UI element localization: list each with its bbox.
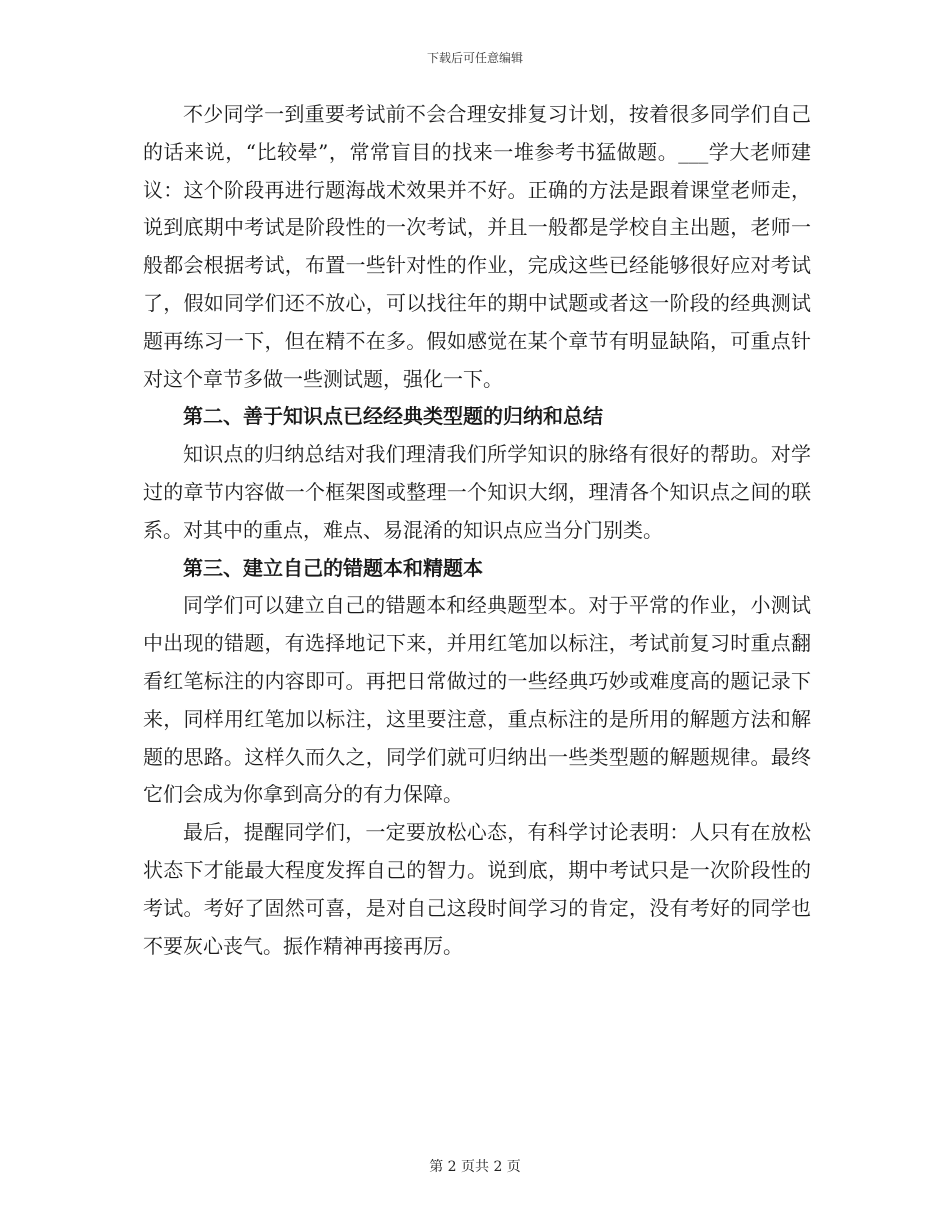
document-body bbox=[143, 96, 811, 965]
paragraph-error-notebook: 同学们可以建立自己的错题本和经典题型本。对于平常的作业，小测试中出现的错题，有选择地记下来，并用红笔加以标注，考试前复习时重点翻看红笔标注的内容即可。再把日常做过的一些经典巧妙或难度高的题记录下来，同样用红笔加以标注，这里要注意，重点标注的是所用的解题方法和解题的思路。这样久而久之，同学们就可归纳出一些类型题的解题规律。最终它们会成为你拿到高分的有力保障。 bbox=[143, 593, 811, 807]
paragraph-summary: 知识点的归纳总结对我们理清我们所学知识的脉络有很好的帮助。对学过的章节内容做一个框架图或整理一个知识大纲，理清各个知识点之间的联系。对其中的重点，难点、易混淆的知识点应当分门别类。 bbox=[143, 442, 811, 542]
page-footer: 第 2 页共 2 页 bbox=[429, 1159, 521, 1175]
paragraph-conclusion: 最后，提醒同学们，一定要放松心态，有科学讨论表明：人只有在放松状态下才能最大程度发挥自己的智力。说到底，期中考试只是一次阶段性的考试。考好了固然可喜，是对自己这段时间学习的肯定，没有考好的同学也不要灰心丧气。振作精神再接再厉。 bbox=[143, 820, 811, 958]
section-heading-three: 第三、建立自己的错题本和精题本 bbox=[183, 555, 483, 580]
paragraph-review-plan: 不少同学一到重要考试前不会合理安排复习计划，按着很多同学们自己的话来说，“比较晕”，常常盲目的找来一堆参考书猛做题。___学大老师建议：这个阶段再进行题海战术效果并不好。正确的方法是跟着课堂老师走，说到底期中考试是阶段性的一次考试，并且一般都是学校自主出题，老师一般都会根据考试，布置一些针对性的作业，完成这些已经能够很好应对考试了，假如同学们还不放心，可以找往年的期中试题或者这一阶段的经典测试题再练习一下，但在精不在多。假如感觉在某个章节有明显缺陷，可重点针对这个章节多做一些测试题，强化一下。 bbox=[143, 102, 811, 391]
page-header: 下载后可任意编辑 bbox=[426, 51, 523, 65]
section-heading-two: 第二、善于知识点已经经典类型题的归纳和总结 bbox=[183, 404, 603, 429]
